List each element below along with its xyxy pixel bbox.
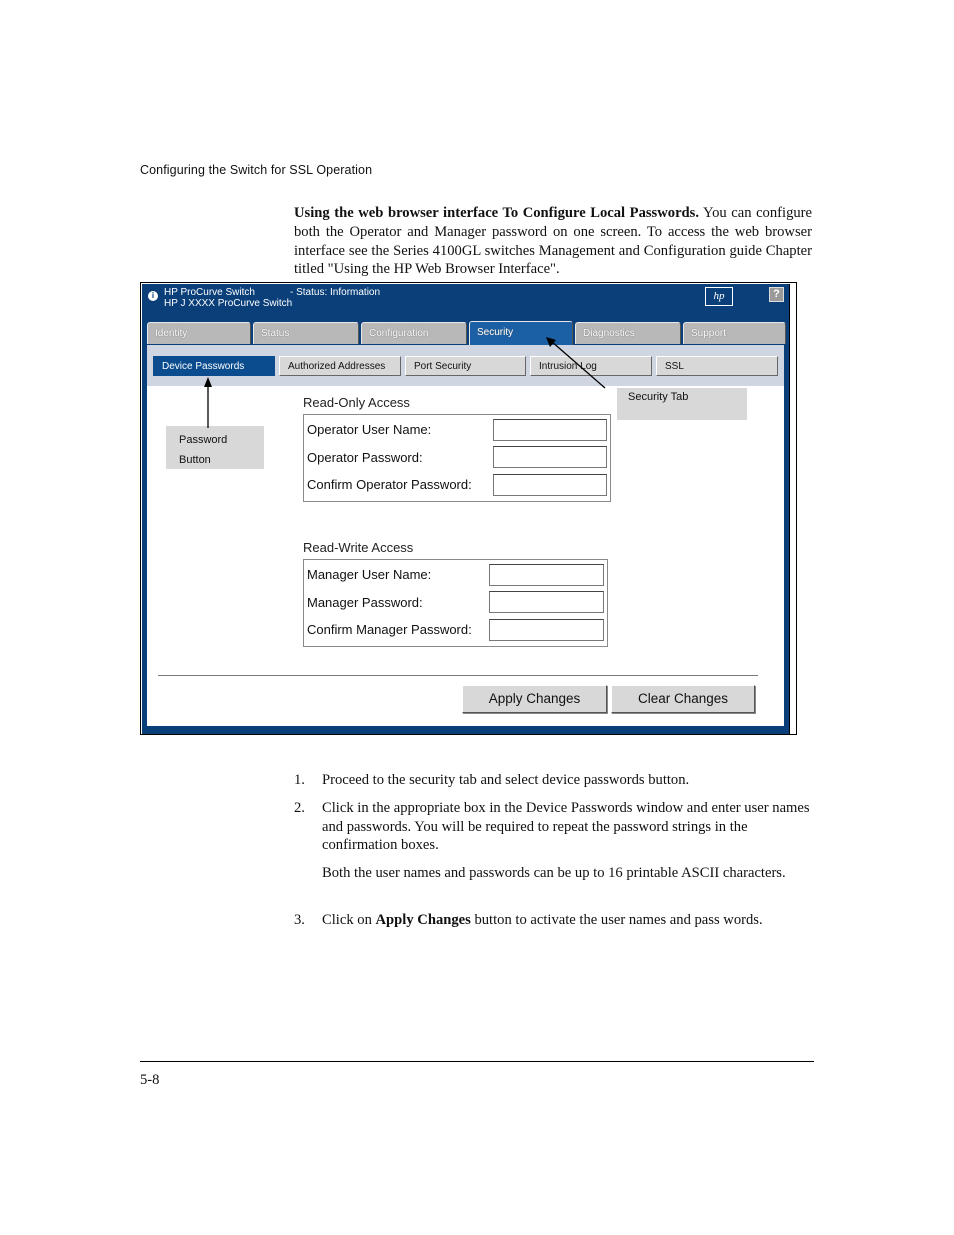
- intro-body: You can configure both the Operator and Manager password on one screen. To access the web browser interface see the Series 4100GL switches Management and Configuration guide Chapter titled "Using the HP Web Browser Interface".: [294, 205, 812, 278]
- step-text: Click in the appropriate box in the Device Passwords window and enter user names and passwords. You will be required to repeat the password strings in the confirmation boxes.: [322, 800, 810, 854]
- step-text: [322, 911, 814, 930]
- clear-changes-button[interactable]: Clear Changes: [611, 685, 755, 713]
- ssl-button[interactable]: SSL: [656, 356, 778, 376]
- page-number: 5-8: [140, 1072, 160, 1088]
- operator-user-name-label: Operator User Name:: [307, 422, 432, 437]
- confirm-manager-password-label: Confirm Manager Password:: [307, 622, 472, 637]
- manager-user-name-label: Manager User Name:: [307, 567, 432, 582]
- tab-configuration[interactable]: Configuration: [361, 322, 467, 344]
- port-security-button[interactable]: Port Security: [405, 356, 526, 376]
- step-text-post: button to activate the user names and pass words.: [470, 912, 763, 928]
- tab-support[interactable]: Support: [683, 322, 786, 344]
- read-write-access-label: Read-Write Access: [303, 540, 414, 555]
- read-only-access-label: Read-Only Access: [303, 395, 410, 410]
- screenshot-figure: [140, 282, 797, 735]
- step-text-bold: Apply Changes: [375, 912, 471, 928]
- help-icon[interactable]: ?: [769, 287, 784, 302]
- step-number: 1.: [294, 772, 305, 788]
- security-tab-callout: Security Tab: [617, 388, 747, 420]
- vertical-scrollbar[interactable]: [789, 284, 795, 734]
- step-number: 3.: [294, 912, 305, 928]
- step-text: Both the user names and passwords can be up to 16 printable ASCII characters.: [322, 865, 786, 881]
- authorized-addresses-button[interactable]: Authorized Addresses: [279, 356, 401, 376]
- security-callout-arrow: [551, 341, 605, 388]
- tab-diagnostics[interactable]: Diagnostics: [575, 322, 681, 344]
- step-number: 2.: [294, 800, 305, 816]
- intro-heading: Using the web browser interface To Configure Local Passwords.: [294, 205, 699, 221]
- tab-identity[interactable]: Identity: [147, 322, 251, 344]
- step-text-pre: Click on: [322, 912, 376, 928]
- status-text: - Status: Information: [290, 287, 381, 298]
- running-head: Configuring the Switch for SSL Operation: [140, 163, 373, 177]
- apply-changes-button[interactable]: Apply Changes: [462, 685, 607, 713]
- password-callout-arrowhead: [204, 377, 212, 387]
- operator-password-label: Operator Password:: [307, 450, 423, 465]
- browser-window: [142, 284, 790, 734]
- security-callout-arrowhead: [546, 337, 556, 347]
- confirm-operator-password-label: Confirm Operator Password:: [307, 477, 472, 492]
- window-title: HP ProCurve Switch: [164, 287, 255, 298]
- footer-rule: [140, 1061, 814, 1062]
- callout-line-2: Button: [179, 454, 211, 466]
- device-passwords-button[interactable]: Device Passwords: [153, 356, 275, 376]
- intro-paragraph: [294, 204, 812, 279]
- info-icon: i: [148, 291, 158, 301]
- window-subtitle: HP J XXXX ProCurve Switch: [164, 298, 293, 309]
- hp-logo-icon[interactable]: hp: [705, 287, 733, 306]
- tab-status[interactable]: Status: [253, 322, 359, 344]
- callout-line-1: Password: [179, 434, 228, 446]
- step-text: Proceed to the security tab and select device passwords button.: [322, 772, 690, 788]
- intrusion-log-button[interactable]: Intrusion Log: [530, 356, 652, 376]
- callout-arrows: [142, 284, 790, 734]
- tab-security[interactable]: Security: [469, 321, 573, 345]
- manager-password-label: Manager Password:: [307, 595, 423, 610]
